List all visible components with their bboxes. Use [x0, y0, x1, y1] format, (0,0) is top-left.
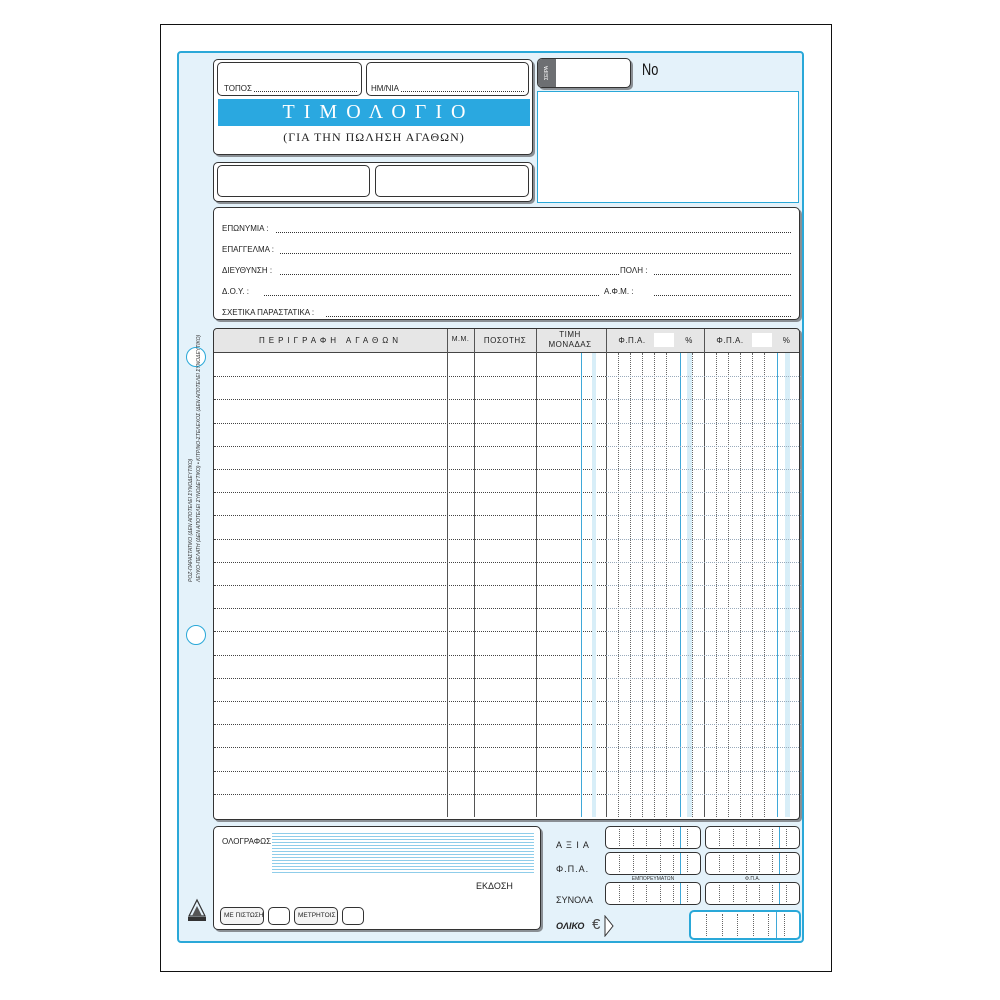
table-row-line	[214, 585, 606, 586]
customer-name-label: ΕΠΩΝΥΜΙΑ :	[222, 224, 269, 233]
customer-box	[213, 207, 800, 320]
table-row-line-vat	[606, 631, 801, 632]
side-copy-note-1: ΡΟΖ-ΠΑΡΑΣΤΑΤΙΚΟ (ΔΕΝ ΑΠΟΤΕΛΕΙ ΣΥΝΟΔΕΥΤΙΚΟ)	[188, 458, 194, 582]
table-row-line	[214, 469, 606, 470]
digit-guide	[746, 829, 747, 846]
grand-total-field[interactable]	[689, 910, 801, 940]
digit-guide	[673, 829, 674, 846]
table-row-line	[214, 376, 606, 377]
customer-profession-line[interactable]	[280, 253, 791, 254]
credit-checkbox[interactable]	[268, 907, 290, 925]
table-row-line	[214, 446, 606, 447]
digit-guide	[768, 914, 769, 936]
col-vat-2-percent: %	[782, 336, 791, 345]
digit-guide	[619, 885, 620, 902]
table-row-line	[214, 515, 606, 516]
cash-label: ΜΕΤΡΗΤΟΙΣ	[298, 912, 336, 919]
customer-address-line[interactable]	[280, 274, 619, 275]
value-merchandise-field[interactable]	[605, 826, 701, 849]
table-row-line-vat	[606, 515, 801, 516]
credit-label: ΜΕ ΠΙΣΤΩΣΗ	[224, 912, 264, 919]
table-row-line-vat	[606, 469, 801, 470]
col-unit-price: ΤΙΜΗ ΜΟΝΑΔΑΣ	[548, 330, 592, 349]
table-row-line-vat	[606, 771, 801, 772]
customer-vat-label: Α.Φ.Μ. :	[604, 287, 634, 296]
cents-divider	[779, 827, 780, 848]
column-divider	[474, 329, 475, 817]
arrow-right-icon	[604, 915, 614, 937]
table-row-line	[214, 631, 606, 632]
side-copy-note-2: ΛΕΥΚΟ-ΠΕΛΑΤΗ (ΔΕΝ ΑΠΟΤΕΛΕΙ ΣΥΝΟΔΕΥΤΙΚΟ) • ΚΙΤΡΙΝΟ-ΣΤΕΛΕΧΟΣ (ΔΕΝ ΑΠΟΤΕΛΕΙ ΣΥΝΟΔΕΥΤΙΚΟ)	[196, 334, 202, 582]
col-quantity: ΠΟΣΟΤΗΣ	[483, 336, 527, 345]
table-row-line	[214, 492, 606, 493]
totals-label: ΣΥΝΟΛΑ	[556, 895, 593, 905]
totals-vat-label: Φ.Π.Α.	[556, 864, 590, 874]
col-unit: Μ.Μ.	[451, 336, 470, 343]
table-row-line-vat	[606, 539, 801, 540]
column-divider	[606, 329, 607, 817]
table-row-line	[214, 655, 606, 656]
cents-divider	[779, 853, 780, 874]
digit-guide	[733, 855, 734, 872]
cents-divider	[680, 883, 681, 904]
cents-divider	[779, 883, 780, 904]
digit-guide	[733, 829, 734, 846]
table-row-line-vat	[606, 655, 801, 656]
digit-guide	[646, 855, 647, 872]
digit-guide	[772, 829, 773, 846]
digit-guide	[759, 829, 760, 846]
col-vat-1-percent: %	[685, 336, 693, 345]
table-row-line-vat	[606, 562, 801, 563]
cents-divider	[680, 853, 681, 874]
col-vat-1: Φ.Π.Α.	[618, 336, 646, 345]
digit-guide	[673, 885, 674, 902]
place-label: ΤΟΠΟΣ	[224, 84, 252, 93]
table-row-line-vat	[606, 492, 801, 493]
digit-guide	[660, 885, 661, 902]
in-words-lines[interactable]	[272, 831, 534, 873]
table-row-line-vat	[606, 608, 801, 609]
col-vat-2: Φ.Π.Α.	[716, 336, 744, 345]
digit-guide	[646, 885, 647, 902]
footer-words-box	[213, 826, 541, 930]
digit-guide	[786, 855, 787, 872]
digit-guide	[619, 829, 620, 846]
digit-guide	[633, 855, 634, 872]
table-grid	[214, 329, 799, 819]
digit-guide	[746, 855, 747, 872]
table-row-line-vat	[606, 423, 801, 424]
digit-guide	[737, 914, 738, 936]
table-row-line-vat	[606, 701, 801, 702]
digit-guide	[772, 885, 773, 902]
digit-guide	[706, 914, 707, 936]
items-table	[213, 328, 800, 820]
table-row-line-vat	[606, 446, 801, 447]
vat-caption: Φ.Π.Α.	[744, 876, 761, 882]
vat-vat-field[interactable]	[705, 852, 800, 875]
document-subtitle: (ΓΙΑ ΤΗΝ ΠΩΛΗΣΗ ΑΓΑΘΩΝ)	[283, 130, 465, 144]
digit-guide	[786, 885, 787, 902]
cash-option[interactable]	[294, 907, 338, 925]
table-row-line	[214, 747, 606, 748]
customer-city-label: ΠΟΛΗ :	[620, 266, 648, 275]
issue-label: ΕΚΔΟΣΗ	[476, 881, 513, 891]
column-divider	[704, 329, 705, 817]
digit-guide	[772, 855, 773, 872]
table-row-line-vat	[606, 678, 801, 679]
table-row-line-vat	[606, 399, 801, 400]
digit-guide	[673, 855, 674, 872]
date-line	[401, 91, 524, 92]
table-row-line	[214, 399, 606, 400]
number-label: No	[642, 60, 659, 79]
value-label: Α Ξ Ι Α	[556, 840, 590, 850]
cents-divider	[680, 827, 681, 848]
table-row-line	[214, 562, 606, 563]
table-row-line-vat	[606, 585, 801, 586]
digit-guide	[719, 855, 720, 872]
customer-address-label: ΔΙΕΥΘΥΝΣΗ :	[222, 266, 273, 275]
digit-guide	[687, 855, 688, 872]
table-row-line	[214, 701, 606, 702]
customer-tax-office-label: Δ.Ο.Υ. :	[222, 287, 249, 296]
value-vat-field[interactable]	[705, 826, 800, 849]
table-row-line	[214, 771, 606, 772]
customer-docs-label: ΣΧΕΤΙΚΑ ΠΑΡΑΣΤΑΤΙΚΑ :	[222, 308, 315, 317]
digit-guide	[687, 885, 688, 902]
digit-guide	[660, 829, 661, 846]
header-field-left[interactable]	[217, 165, 370, 197]
digit-guide	[784, 914, 785, 936]
table-row-line	[214, 608, 606, 609]
digit-guide	[646, 829, 647, 846]
table-row-line	[214, 539, 606, 540]
column-divider	[447, 329, 448, 817]
table-row-line	[214, 724, 606, 725]
vat-merchandise-field[interactable]	[605, 852, 701, 875]
table-row-line	[214, 678, 606, 679]
digit-guide	[633, 829, 634, 846]
place-field[interactable]	[217, 62, 362, 96]
punch-hole-bottom	[186, 625, 206, 645]
cash-checkbox[interactable]	[342, 907, 364, 925]
grand-total-label: ΟΛΙΚΟ	[556, 921, 585, 931]
credit-option[interactable]	[220, 907, 264, 925]
cents-divider	[776, 912, 777, 938]
customer-docs-line[interactable]	[326, 316, 791, 317]
digit-guide	[759, 855, 760, 872]
digit-guide	[660, 855, 661, 872]
issuer-stamp-area[interactable]	[537, 91, 799, 203]
totals-merchandise-field[interactable]	[605, 882, 701, 905]
col-description: ΠΕΡΙΓΡΑΦΗ ΑΓΑΘΩΝ	[258, 336, 403, 345]
customer-tax-office-line[interactable]	[264, 295, 599, 296]
table-row-line-vat	[606, 376, 801, 377]
date-field[interactable]	[366, 62, 529, 96]
document-title: ΤΙΜΟΛΟΓΙΟ	[282, 101, 475, 123]
series-box[interactable]	[537, 58, 631, 88]
customer-name-line[interactable]	[276, 232, 791, 233]
place-line	[254, 91, 357, 92]
customer-profession-label: ΕΠΑΓΓΕΛΜΑ :	[222, 245, 274, 254]
table-row-line-vat	[606, 747, 801, 748]
digit-guide	[722, 914, 723, 936]
customer-city-line[interactable]	[654, 274, 791, 275]
date-label: ΗΜ/ΝΙΑ	[371, 84, 399, 93]
digit-guide	[687, 829, 688, 846]
digit-guide	[619, 855, 620, 872]
totals-vat-field[interactable]	[705, 882, 800, 905]
in-words-label: ΟΛΟΓΡΑΦΩΣ	[222, 837, 272, 846]
digit-guide	[753, 914, 754, 936]
publisher-logo-icon	[186, 896, 208, 924]
series-label: ΣΕΙΡΑ	[544, 65, 550, 81]
table-row-line-vat	[606, 794, 801, 795]
currency-symbol: €	[592, 916, 601, 933]
digit-guide	[759, 885, 760, 902]
column-shade	[592, 353, 596, 817]
column-divider	[536, 329, 537, 817]
customer-vat-line[interactable]	[654, 295, 791, 296]
digit-guide	[633, 885, 634, 902]
digit-guide	[733, 885, 734, 902]
table-row-line	[214, 794, 606, 795]
table-row-line	[214, 423, 606, 424]
digit-guide	[719, 885, 720, 902]
title-bar	[218, 99, 530, 126]
merchandise-caption: ΕΜΠΟΡΕΥΜΑΤΩΝ	[631, 876, 675, 882]
digit-guide	[786, 829, 787, 846]
cents-divider	[581, 353, 582, 817]
table-row-line-vat	[606, 724, 801, 725]
header-field-right[interactable]	[375, 165, 529, 197]
digit-guide	[719, 829, 720, 846]
digit-guide	[746, 885, 747, 902]
